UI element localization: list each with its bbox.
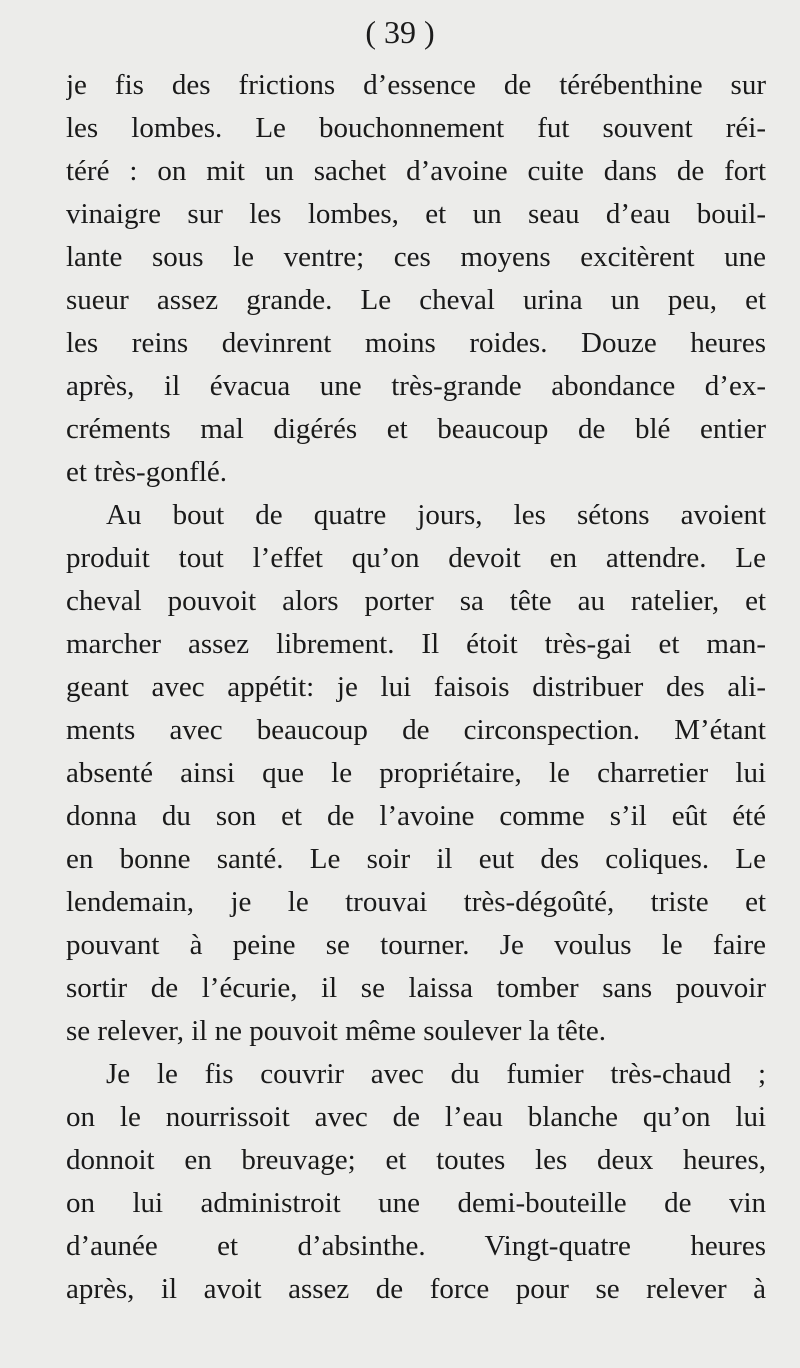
text-line: donna du son et de l’avoine comme s’il eût été <box>66 800 766 832</box>
text-line: se relever, il ne pouvoit même soulever la tête. <box>66 1015 606 1047</box>
text-line: sortir de l’écurie, il se laissa tomber sans pouvoir <box>66 972 766 1004</box>
text-line: Au bout de quatre jours, les sétons avoient <box>106 499 766 531</box>
page-number: ( 39 ) <box>365 14 435 50</box>
text-line: téré : on mit un sachet d’avoine cuite dans de fort <box>66 155 766 187</box>
text-line: absenté ainsi que le propriétaire, le charretier lui <box>66 757 766 789</box>
body-text <box>66 64 766 1311</box>
text-line: marcher assez librement. Il étoit très-gai et man- <box>66 628 766 660</box>
text-line: les lombes. Le bouchonnement fut souvent réi- <box>66 112 766 144</box>
text-line: Je le fis couvrir avec du fumier très-chaud ; <box>106 1058 766 1090</box>
text-line: pouvant à peine se tourner. Je voulus le faire <box>66 929 766 961</box>
text-line: après, il avoit assez de force pour se relever à <box>66 1273 766 1305</box>
text-line: après, il évacua une très-grande abondance d’ex- <box>66 370 766 402</box>
text-line: geant avec appétit: je lui faisois distribuer des ali- <box>66 671 766 703</box>
text-line: sueur assez grande. Le cheval urina un peu, et <box>66 284 766 316</box>
text-line: je fis des frictions d’essence de térébenthine sur <box>66 69 766 101</box>
text-line: on le nourrissoit avec de l’eau blanche qu’on lui <box>66 1101 766 1133</box>
text-line: lendemain, je le trouvai très-dégoûté, triste et <box>66 886 766 918</box>
text-line: les reins devinrent moins roides. Douze heures <box>66 327 766 359</box>
text-line: cheval pouvoit alors porter sa tête au ratelier, et <box>66 585 766 617</box>
text-line: créments mal digérés et beaucoup de blé entier <box>66 413 766 445</box>
text-line: en bonne santé. Le soir il eut des coliques. Le <box>66 843 766 875</box>
text-line: on lui administroit une demi-bouteille de vin <box>66 1187 766 1219</box>
text-line: ments avec beaucoup de circonspection. M’étant <box>66 714 766 746</box>
text-line: vinaigre sur les lombes, et un seau d’eau bouil- <box>66 198 766 230</box>
text-line: produit tout l’effet qu’on devoit en attendre. Le <box>66 542 766 574</box>
text-line: d’aunée et d’absinthe. Vingt-quatre heures <box>66 1230 766 1262</box>
text-line: lante sous le ventre; ces moyens excitèrent une <box>66 241 766 273</box>
text-line: et très-gonflé. <box>66 456 228 488</box>
text-line: donnoit en breuvage; et toutes les deux heures, <box>66 1144 766 1176</box>
